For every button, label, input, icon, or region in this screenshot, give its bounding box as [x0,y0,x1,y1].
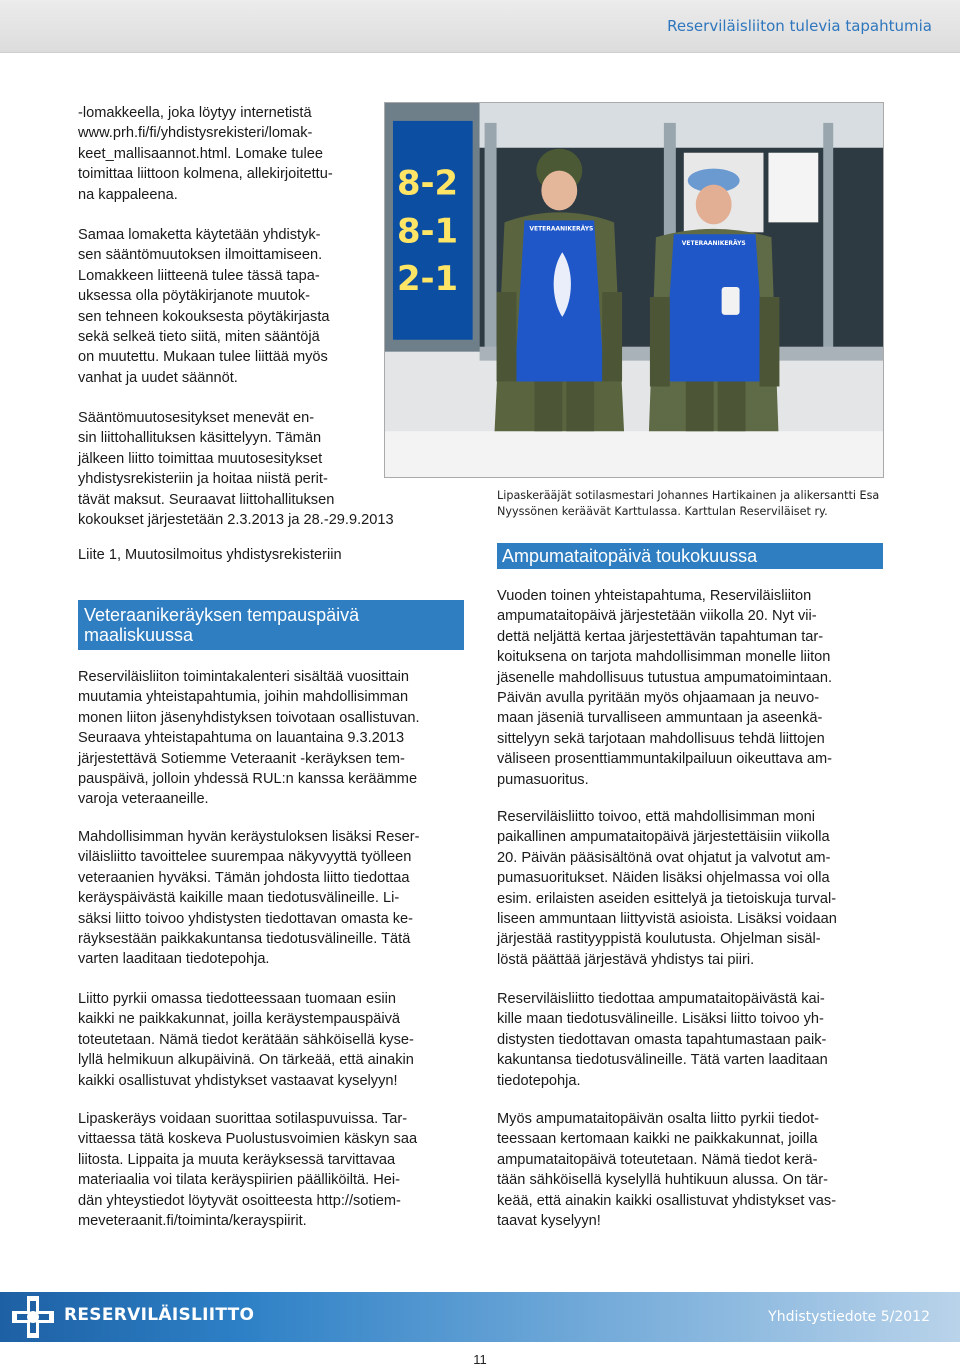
veteran-paragraph-1: Reserviläisliiton toimintakalenteri sisältää vuosittain muutamia yhteistapahtumia, joihin mahdollisimman monen liiton jäsenyhdistyksen toivotaan osallistuvan. Seuraava yhteistapahtuma on lauantaina 9.3.2013 järjestettävä Sotiemme Veteraanit -keräyksen tem- pauspäivä, jolloin yhdessä RUL:n kanssa keräämme varoja veteraaneille. [78,669,420,808]
intro-paragraph-1: -lomakkeella, joka löytyy internetistä www.prh.fi/fi/yhdistysrekisteri/lomak- keet_mallisaannot.html. Lomake tulee toimittaa liittoon kolmena, allekirjoitettu- na kappaleena. [78,105,333,203]
shooting-paragraph-2: Reserviläisliitto toivoo, että mahdollisimman moni paikallinen ampumataitopäivä järjestettäisiin viikolla 20. Päivän pääsisältönä ovat ohjatut ja valvotut am- pumasuoritukset. Näiden lisäksi ohjelmassa voi olla esim. erilaisten aseiden esittelyä ja tietoiskuja turval- liseen ammuntaan liittyvistä asioista. Lisäksi voidaan järjestää rastityyppistä koulutusta. Ohjelman sisäl- löstä päättää järjestävä yhdistys tai piiri. [497,809,837,968]
intro-paragraph-3: Sääntömuutosesitykset menevät en- sin liittohallituksen käsittelyyn. Tämän jälkeen liitto toimittaa muutosesitykset yhdistysrekisteriin ja hoitaa niistä perit- tävät maksut. Seuraavat liittohallituksen kokoukset järjestetään 2.3.2013 ja 28.-29.9.2013 [78,410,394,529]
page-footer [0,1292,960,1342]
shooting-paragraph-4: Myös ampumataitopäivän osalta liitto pyrkii tiedot- teessaan kertomaan kaikki ne paikkakunnat, joilla ampumataitopäivä toteutetaan. Nämä tiedot kerä- tään sähköisellä kyselyllä huhtikuun alussa. On tär- keää, että ainakin kaikki osallistuvat yhdistykset vas- taavat kyselyyn! [497,1111,837,1230]
footer-brand: RESERVILÄISLIITTO [64,1305,255,1325]
veteran-paragraph-4: Lipaskeräys voidaan suorittaa sotilaspuvuissa. Tar- vittaessa tätä koskeva Puolustusvoimien käskyn saa liitosta. Lippaita ja muuta keräyksessä tarvittavaa materiaalia voi tilata keräyspiirien päälliköiltä. Hei- dän yhteystiedot löytyvät osoitteesta http://sotiem- meveteraanit.fi/toiminta/kerayspiirit. [78,1111,418,1230]
footer-issue: Yhdistystiedote 5/2012 [768,1309,930,1325]
intro-paragraph-2: Samaa lomaketta käytetään yhdistyk- sen sääntömuutoksen ilmoittamiseen. Lomakkeen liitteenä tulee tässä tapa- uksessa olla pöytäkirjanote muutok- sen tehneen kokouksesta pöytäkirjasta sekä selkeä tieto siitä, miten sääntöjä on muutettu. Mukaan tulee liittää myös vanhat ja uudet säännöt. [78,227,330,386]
window-number-2: 8-1 [396,211,459,251]
collectors-photo [384,102,884,478]
window-number-1: 8-2 [396,163,459,203]
veteran-paragraph-2: Mahdollisimman hyvän keräystuloksen lisäksi Reser- viläisliitto tavoittelee suurempaa näkyvyyttä työlleen veteraanien hyväksi. Tämän johdosta liitto tiedottaa keräyspäivästä kaikille maan tiedotusvälineille. Li- säksi liitto toivoo yhdistysten tiedottavan omasta ke- räyksestään paikkakuntansa tiedotusvälineille. Tätä varten laaditaan tiedotepohja. [78,829,420,968]
section-heading-shooting-day: Ampumataitopäivä toukokuussa [497,543,883,569]
shooting-paragraph-1: Vuoden toinen yhteistapahtuma, Reserviläisliiton ampumataitopäivä järjestetään viikolla 20. Nyt vii- dettä neljättä kertaa järjestettävän tapahtuman tar- koituksena on tarjota mahdollisimman monelle liiton jäsenelle mahdollisuus tutustua ampumatoimintaan. Päivän avulla pyritään myös ohjaamaan ja neuvo- maan jäseniä turvalliseen ammuntaan ja aseenkä- sittelyyn sekä tarjotaan mahdollisuus tehdä liittojen väliseen prosenttiammuntakilpailuun oikeuttava am- pumasuoritus. [497,588,833,788]
attachment-note: Liite 1, Muutosilmoitus yhdistysrekisteriin [78,547,342,563]
reserve-league-logo-icon [10,1294,56,1340]
vest-text-right: VETERAANIKERÄYS [681,240,746,248]
header-title: Reserviläisliiton tulevia tapahtumia [667,17,932,35]
veteran-paragraph-3: Liitto pyrkii omassa tiedotteessaan tuomaan esiin kaikki ne paikkakunnat, joilla keräystempauspäivä toteutetaan. Nämä tiedot kerätään sähköisellä kyse- lyllä helmikuun alkupäivinä. On tärkeää, että ainakin kaikki osallistuvat yhdistykset vastaavat kyselyyn! [78,991,414,1089]
page-header [0,0,960,53]
window-number-3: 2-1 [396,259,459,298]
page-number: 11 [473,1352,487,1367]
vest-text-left: VETERAANIKERÄYS [529,225,594,233]
photo-caption: Lipaskerääjät sotilasmestari Johannes Hartikainen ja alikersantti Esa Nyyssönen keräävät Karttulassa. Karttulan Reserviläiset ry. [497,489,880,518]
shooting-paragraph-3: Reserviläisliitto tiedottaa ampumataitopäivästä kai- kille maan tiedotusvälineille. Lisäksi liitto toivoo yh- distysten tiedottavan omasta tapahtumastaan paik- kakuntansa tiedotusvälineille. Tätä varten laaditaan tiedotepohja. [497,991,828,1089]
section-heading-veteran-collection: Veteraanikeräyksen tempauspäivä maaliskuussa [78,600,464,650]
